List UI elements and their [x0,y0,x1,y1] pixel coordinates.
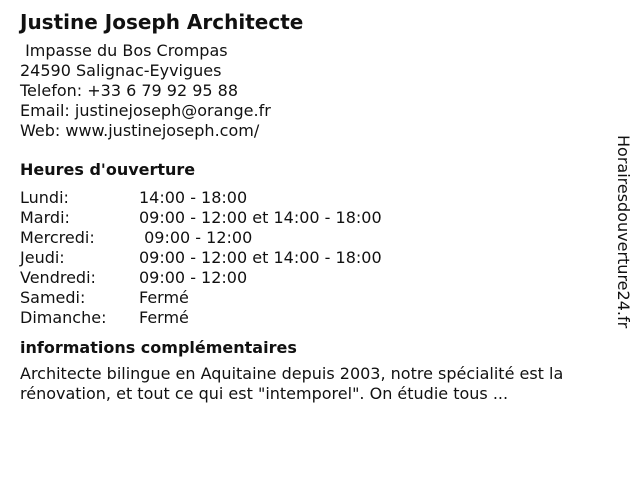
hours-day: Lundi: [20,188,69,207]
hours-heading: Heures d'ouverture [20,160,196,179]
info-heading: informations complémentaires [20,338,297,357]
hours-time: 09:00 - 12:00 [139,228,253,247]
hours-time: 14:00 - 18:00 [139,188,248,207]
hours-time: 09:00 - 12:00 et 14:00 - 18:00 [139,208,382,227]
email-line: Email: justinejoseph@orange.fr [20,101,271,120]
hours-day: Dimanche: [20,308,107,327]
hours-table [20,188,382,328]
hours-day: Mercredi: [20,228,95,247]
contact-block [20,41,616,141]
hours-day: Mardi: [20,208,70,227]
hours-day: Jeudi: [20,248,65,267]
info-description: Architecte bilingue en Aquitaine depuis 2003, notre spécialité est la rénovation, et tout ce qui est "intemporel". On étudie tous ... [20,364,564,403]
phone-line: Telefon: +33 6 79 92 95 88 [20,81,239,100]
business-card [20,10,616,404]
address-city: 24590 Salignac-Eyvigues [20,61,222,80]
hours-day: Vendredi: [20,268,96,287]
hours-day: Samedi: [20,288,86,307]
hours-time: 09:00 - 12:00 [139,268,248,287]
hours-row [20,308,382,328]
address-street: Impasse du Bos Crompas [20,41,228,60]
hours-time: Fermé [139,308,189,327]
business-name: Justine Joseph Architecte [20,10,304,34]
hours-time: Fermé [139,288,189,307]
hours-row [20,208,382,228]
hours-row [20,188,382,208]
hours-row [20,248,382,268]
web-line: Web: www.justinejoseph.com/ [20,121,260,140]
hours-row [20,228,382,248]
hours-row [20,288,382,308]
hours-time: 09:00 - 12:00 et 14:00 - 18:00 [139,248,382,267]
site-watermark: Horairesdouverture24.fr [614,135,633,329]
hours-row [20,268,382,288]
